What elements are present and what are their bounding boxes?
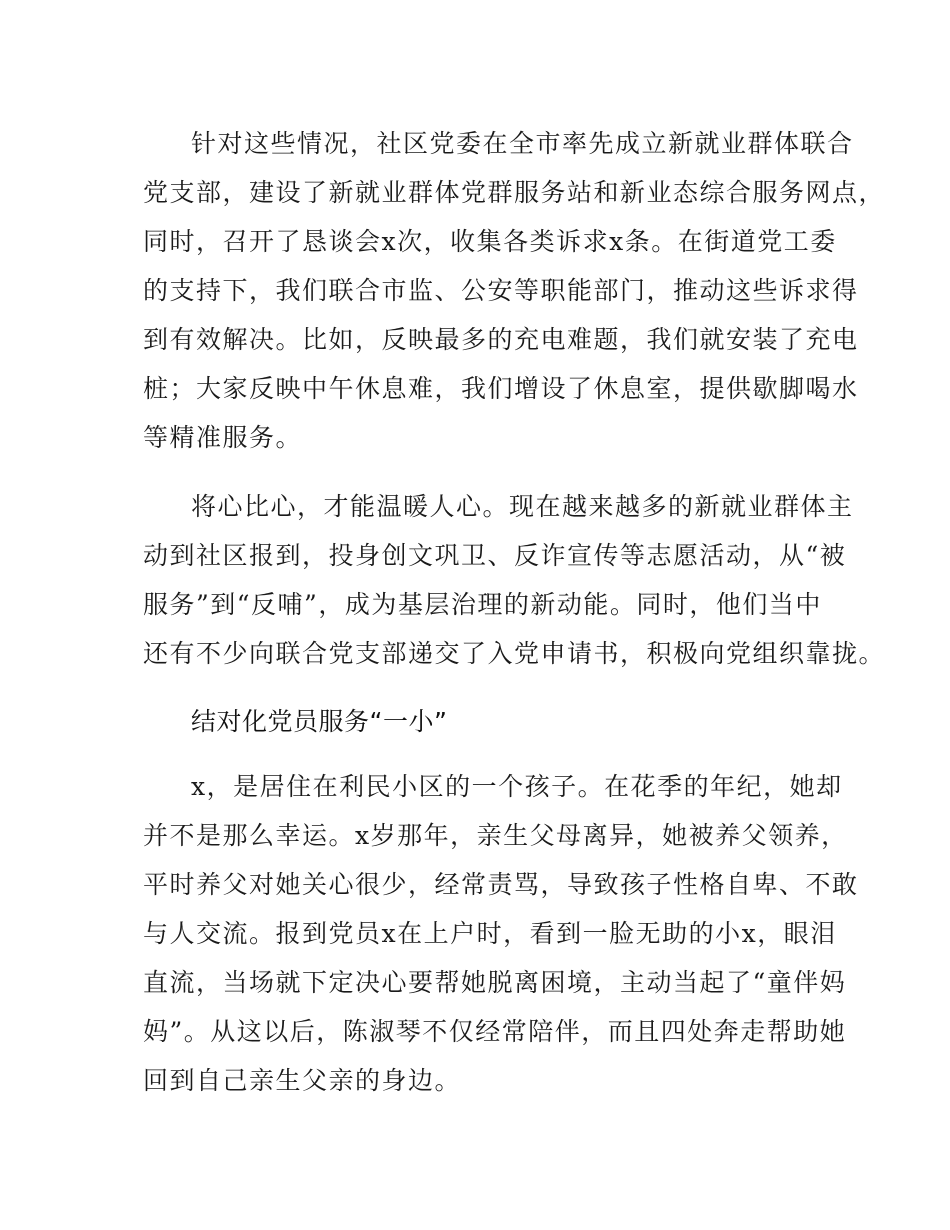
paragraph-1-line-4: 的支持下，我们联合市监、公安等职能部门，推动这些诉求得 [143, 276, 859, 305]
paragraph-2-line-1: 将心比心，才能温暖人心。现在越来越多的新就业群体主 [191, 492, 854, 521]
paragraph-3-line-6: 妈”。从这以后，陈淑琴不仅经常陪伴，而且四处奔走帮助她 [143, 1017, 847, 1046]
paragraph-3-line-5: 直流，当场就下定决心要帮她脱离困境，主动当起了“童伴妈 [143, 968, 847, 997]
paragraph-3-line-7: 回到自己亲生父亲的身边。 [143, 1066, 462, 1095]
paragraph-3-line-2: 并不是那么幸运。x岁那年，亲生父母离异，她被养父领养， [143, 821, 848, 850]
section-heading: 结对化党员服务“一小” [191, 707, 448, 736]
paragraph-3-line-1: x，是居住在利民小区的一个孩子。在花季的年纪，她却 [191, 772, 843, 801]
paragraph-1-line-5: 到有效解决。比如，反映最多的充电难题，我们就安装了充电 [143, 325, 859, 354]
paragraph-1-line-6: 桩；大家反映中午休息难，我们增设了休息室，提供歇脚喝水 [143, 374, 859, 403]
paragraph-2-line-3: 服务”到“反哺”，成为基层治理的新动能。同时，他们当中 [143, 590, 822, 619]
paragraph-1-line-3: 同时，召开了恳谈会x次，收集各类诉求x条。在街道党工委 [143, 227, 837, 256]
paragraph-3-line-4: 与人交流。报到党员x在上户时，看到一脸无助的小x，眼泪 [143, 919, 837, 948]
paragraph-2-line-4: 还有不少向联合党支部递交了入党申请书，积极向党组织靠拢。 [143, 639, 886, 668]
paragraph-1-line-7: 等精准服务。 [143, 423, 303, 452]
paragraph-2-line-2: 动到社区报到，投身创文巩卫、反诈宣传等志愿活动，从“被 [143, 541, 847, 570]
paragraph-1-line-2: 党支部，建设了新就业群体党群服务站和新业态综合服务网点， [143, 178, 886, 207]
paragraph-3-line-3: 平时养父对她关心很少，经常责骂，导致孩子性格自卑、不敢 [143, 870, 859, 899]
paragraph-1-line-1: 针对这些情况，社区党委在全市率先成立新就业群体联合 [191, 129, 854, 158]
